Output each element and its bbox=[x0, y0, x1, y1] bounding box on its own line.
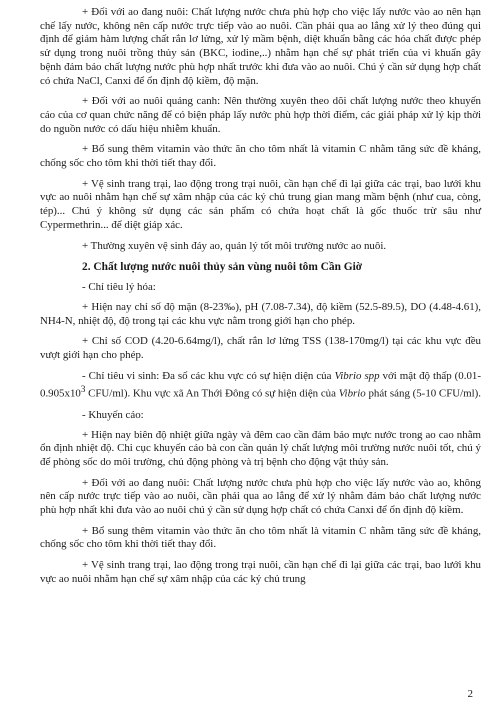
micro-text: phát sáng (5-10 CFU/ml). bbox=[365, 388, 481, 401]
advice-item: + Hiện nay biên độ nhiệt giữa ngày và đêm cao cần đảm bảo mực nước trong ao cao nhằm ổn định nhiệt độ. Chi cục khuyến cáo bà con cần quản lý chất lượng môi trường nước nuôi tốt, chú ý để phòng sốc do môi trường, chủ động phòng và trị bệnh cho động vật thủy sản. bbox=[40, 428, 481, 468]
paragraph-extensive-farming: + Đối với ao nuôi quảng canh: Nên thường xuyên theo dõi chất lượng nước theo khuyến cáo của cơ quan chức năng để có biện pháp lấy nước phù hợp thời điểm, các giải pháp xử lý kịp thời do nguồn nước có dấu hiệu nhiễm khuẩn. bbox=[40, 95, 481, 135]
paragraph-pond-bottom: + Thường xuyên vệ sinh đáy ao, quản lý tốt môi trường nước ao nuôi. bbox=[82, 239, 387, 252]
advice-item: + Đối với ao đang nuôi: Chất lượng nước chưa phù hợp cho việc lấy nước vào ao, không nên cấp nước trực tiếp vào ao nuôi, cần phải qua ao lắng để xử lý nhằm đảm bảo chất lượng nước phù hợp nhất khi đưa vào ao nuôi chú ý cần sử dụng hợp chất có chứa Canxi để ổn định độ kiềm. bbox=[40, 476, 481, 517]
physchem-title: - Chỉ tiêu lý hóa: bbox=[82, 281, 156, 294]
micro-text: - Chỉ tiêu vi sinh: Đa số các khu vực có sự hiện diện của bbox=[82, 369, 335, 382]
micro-text: với mật độ thấp (0.01-0.905x10 bbox=[40, 369, 481, 401]
advice-item: + Bổ sung thêm vitamin vào thức ăn cho tôm nhất là vitamin C nhằm tăng sức đề kháng, chống sốc cho tôm khi thời tiết thay đổi. bbox=[40, 524, 481, 551]
paragraph-vitamin: + Bổ sung thêm vitamin vào thức ăn cho tôm nhất là vitamin C nhằm tăng sức đề kháng, chống sốc cho tôm khi thời tiết thay đổi. bbox=[40, 143, 481, 170]
physchem-item: + Chỉ số COD (4.20-6.64mg/l), chất rắn lơ lửng TSS (138-170mg/l) tại các khu vực đều vượt giới hạn cho phép. bbox=[40, 335, 481, 362]
microbiology-paragraph bbox=[40, 370, 481, 402]
section-heading: 2. Chất lượng nước nuôi thủy sản vùng nuôi tôm Cần Giờ bbox=[82, 261, 363, 274]
advice-title: - Khuyến cáo: bbox=[82, 408, 144, 421]
page-number: 2 bbox=[467, 688, 473, 700]
micro-text: CFU/ml). Khu vực xã An Thới Đông có sự hiện diện của bbox=[85, 388, 339, 401]
paragraph-pond-farming: + Đối với ao đang nuôi: Chất lượng nước chưa phù hợp cho việc lấy nước vào ao nên hạn chế lấy nước, không nên cấp nước trực tiếp vào ao nuôi. Cần phải qua ao lắng xử lý theo đúng qui định để giảm hàm lượng chất rắn lơ lửng, xử lý mầm bệnh, diệt khuẩn bằng các hóa chất được phép sử dụng trong nuôi trồng thủy sản (BKC, iodine,..) nhằm hạn chế sự phát triển của vi khuẩn gây bệnh đảm bảo chất lượng nước phù hợp nhất trước khi đưa vào ao nuôi. Chú ý cần sử dụng hợp chất có chứa NaCl, Canxi để ổn định độ kiềm, độ mặn. bbox=[40, 6, 481, 87]
exponent: 3 bbox=[80, 384, 86, 395]
species-name: Vibrio bbox=[338, 388, 366, 401]
physchem-item: + Hiện nay chỉ số độ mặn (8-23‰), pH (7.08-7.34), độ kiềm (52.5-89.5), DO (4.48-4.61), NH4-N, nhiệt độ, độ trong tại các khu vực nằm trong giới hạn cho phép. bbox=[40, 300, 481, 327]
advice-item: + Vệ sinh trang trại, lao động trong trại nuôi, cần hạn chế đi lại giữa các trại, bao lưới khu vực ao nuôi nhằm hạn chế sự xâm nhập của các ký chủ trung bbox=[40, 559, 481, 585]
paragraph-hygiene: + Vệ sinh trang trại, lao động trong trại nuôi, cần hạn chế đi lại giữa các trại, bao lưới khu vực ao nuôi nhằm hạn chế sự xâm nhập của các ký chủ trung gian mang mầm bệnh (như cua, còng, tép)... Chú ý không sử dụng các sản phẩm có chứa hoạt chất là gốc thuốc trừ sâu như Cypermethrin... để diệt giáp xác. bbox=[40, 177, 481, 231]
species-name: Vibrio spp bbox=[334, 369, 380, 382]
